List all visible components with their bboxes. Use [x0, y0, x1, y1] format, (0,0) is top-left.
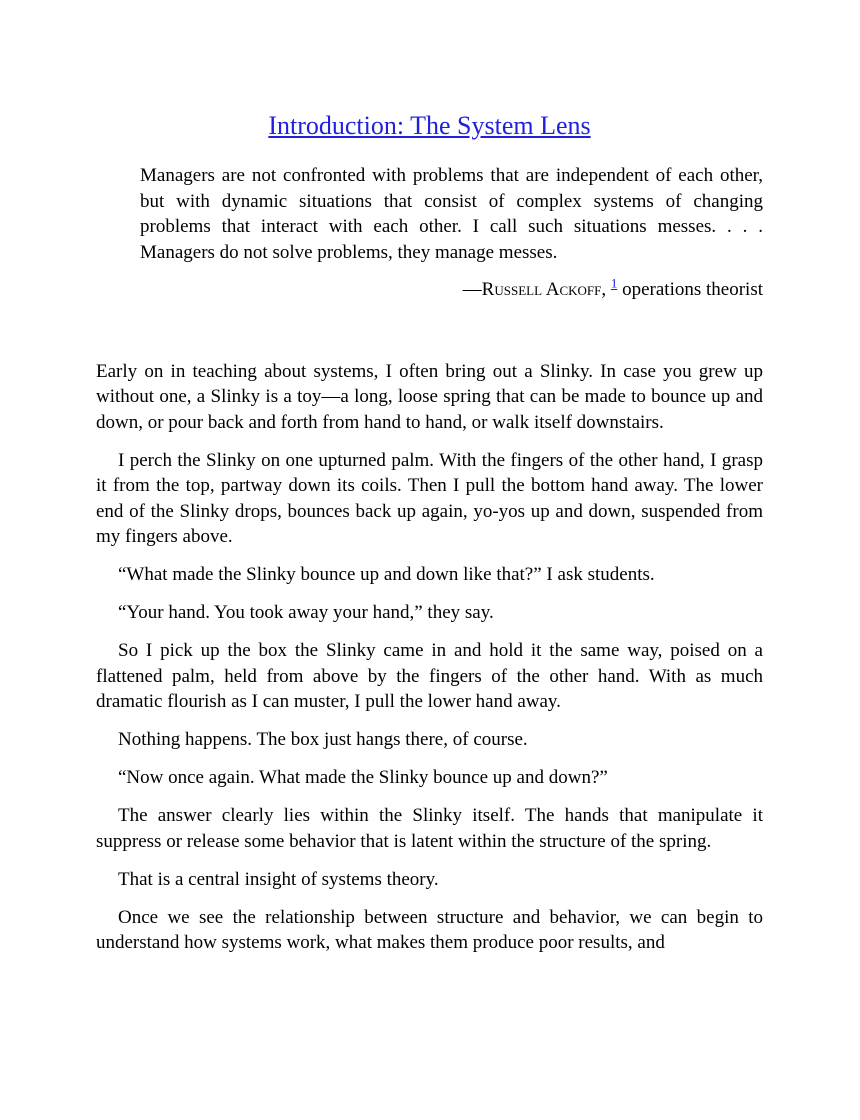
- paragraph: “What made the Slinky bounce up and down like that?” I ask students.: [118, 564, 655, 586]
- paragraph: Early on in teaching about systems, I often bring out a Slinky. In case you grew up without one, a Slinky is a toy—a long, loose spring that can be made to bounce up and down, or pour back and forth from hand to hand, or walk itself downstairs.: [96, 360, 763, 433]
- paragraph: Nothing happens. The box just hangs there, of course.: [118, 729, 528, 751]
- epigraph-attribution: [140, 277, 763, 303]
- attribution-dash: —: [462, 279, 482, 301]
- attribution-role: operations theorist: [617, 279, 763, 301]
- paragraph: So I pick up the box the Slinky came in and hold it the same way, poised on a flattened palm, held from above by the fingers of the other hand. With as much dramatic flourish as I can muster, I pull the lower hand away.: [96, 640, 763, 713]
- chapter-title-link[interactable]: Introduction: The System Lens: [268, 111, 591, 140]
- footnote-link[interactable]: 1: [610, 275, 618, 291]
- paragraph: Once we see the relationship between structure and behavior, we can begin to understand how systems work, what makes them produce poor results, and: [96, 906, 763, 954]
- paragraph: “Your hand. You took away your hand,” they say.: [118, 602, 494, 624]
- paragraph: That is a central insight of systems theory.: [118, 868, 439, 890]
- attribution-author: Russell Ackoff: [481, 279, 602, 301]
- paragraph: “Now once again. What made the Slinky bounce up and down?”: [118, 767, 608, 789]
- body-text: [96, 359, 763, 956]
- paragraph: I perch the Slinky on one upturned palm. With the fingers of the other hand, I grasp it from the top, partway down its coils. Then I pull the bottom hand away. The lower end of the Slinky drops, bounces back up again, yo-yos up and down, suspended from my fingers above.: [96, 449, 763, 548]
- paragraph: The answer clearly lies within the Slinky itself. The hands that manipulate it suppress or release some behavior that is latent within the structure of the spring.: [96, 805, 763, 852]
- epigraph-quote: Managers are not confronted with problems that are independent of each other, but with dynamic situations that consist of complex systems of changing problems that interact with each other. I call such situations messes. . . . Managers do not solve problems, they manage messes.: [140, 165, 763, 263]
- chapter-title: [96, 110, 763, 141]
- attribution-separator: ,: [601, 279, 611, 301]
